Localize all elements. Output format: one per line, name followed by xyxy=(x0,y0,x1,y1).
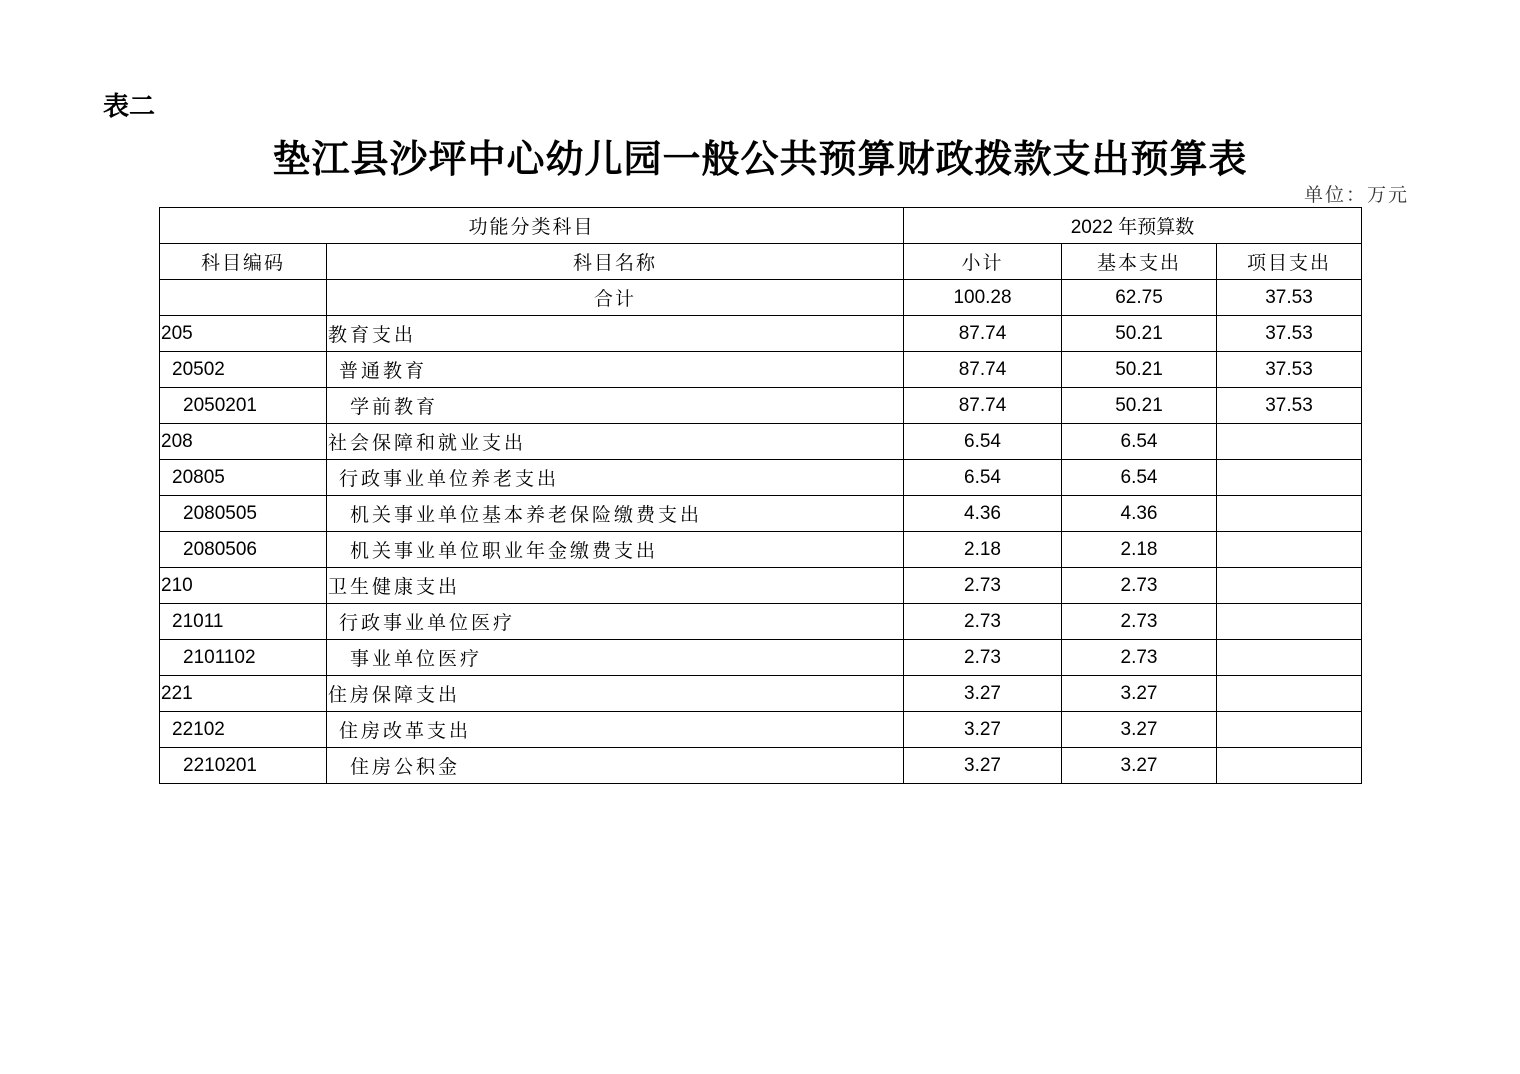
row-name: 机关事业单位职业年金缴费支出 xyxy=(327,532,904,568)
row-name: 教育支出 xyxy=(327,316,904,352)
row-name: 普通教育 xyxy=(327,352,904,388)
header-budget-year: 2022 年预算数 xyxy=(904,208,1362,244)
row-project: 37.53 xyxy=(1217,316,1362,352)
row-code: 208 xyxy=(160,424,327,460)
table-row xyxy=(160,676,1362,712)
total-label: 合计 xyxy=(327,280,904,316)
row-code: 2210201 xyxy=(160,748,327,784)
row-project xyxy=(1217,712,1362,748)
table-row xyxy=(160,424,1362,460)
row-basic: 50.21 xyxy=(1062,352,1217,388)
row-basic: 3.27 xyxy=(1062,712,1217,748)
row-project xyxy=(1217,676,1362,712)
row-subtotal: 3.27 xyxy=(904,748,1062,784)
row-basic: 6.54 xyxy=(1062,424,1217,460)
total-subtotal: 100.28 xyxy=(904,280,1062,316)
row-code: 20502 xyxy=(160,352,327,388)
row-subtotal: 2.73 xyxy=(904,604,1062,640)
table-row xyxy=(160,640,1362,676)
row-project xyxy=(1217,604,1362,640)
row-subtotal: 4.36 xyxy=(904,496,1062,532)
budget-table xyxy=(159,207,1362,784)
total-code xyxy=(160,280,327,316)
row-code: 2101102 xyxy=(160,640,327,676)
header-code: 科目编码 xyxy=(160,244,327,280)
unit-note: 单位：万元 xyxy=(1304,184,1410,206)
row-subtotal: 2.73 xyxy=(904,568,1062,604)
row-subtotal: 6.54 xyxy=(904,460,1062,496)
row-basic: 50.21 xyxy=(1062,388,1217,424)
table-row xyxy=(160,316,1362,352)
row-name: 机关事业单位基本养老保险缴费支出 xyxy=(327,496,904,532)
row-project xyxy=(1217,568,1362,604)
row-code: 2080505 xyxy=(160,496,327,532)
table-row xyxy=(160,604,1362,640)
row-code: 21011 xyxy=(160,604,327,640)
row-project xyxy=(1217,640,1362,676)
row-basic: 3.27 xyxy=(1062,676,1217,712)
table-row xyxy=(160,352,1362,388)
row-basic: 6.54 xyxy=(1062,460,1217,496)
row-code: 2050201 xyxy=(160,388,327,424)
row-subtotal: 87.74 xyxy=(904,316,1062,352)
row-project xyxy=(1217,532,1362,568)
header-subtotal: 小计 xyxy=(904,244,1062,280)
row-basic: 2.18 xyxy=(1062,532,1217,568)
table-row xyxy=(160,748,1362,784)
header-project: 项目支出 xyxy=(1217,244,1362,280)
row-subtotal: 2.73 xyxy=(904,640,1062,676)
row-subtotal: 6.54 xyxy=(904,424,1062,460)
total-row xyxy=(160,280,1362,316)
header-name: 科目名称 xyxy=(327,244,904,280)
row-code: 221 xyxy=(160,676,327,712)
total-basic: 62.75 xyxy=(1062,280,1217,316)
total-project: 37.53 xyxy=(1217,280,1362,316)
row-subtotal: 2.18 xyxy=(904,532,1062,568)
row-basic: 4.36 xyxy=(1062,496,1217,532)
row-project xyxy=(1217,424,1362,460)
row-code: 205 xyxy=(160,316,327,352)
group-header-row xyxy=(160,208,1362,244)
row-name: 住房改革支出 xyxy=(327,712,904,748)
row-project: 37.53 xyxy=(1217,388,1362,424)
row-project: 37.53 xyxy=(1217,352,1362,388)
row-name: 社会保障和就业支出 xyxy=(327,424,904,460)
table-row xyxy=(160,496,1362,532)
row-name: 卫生健康支出 xyxy=(327,568,904,604)
row-subtotal: 87.74 xyxy=(904,352,1062,388)
row-code: 20805 xyxy=(160,460,327,496)
row-code: 210 xyxy=(160,568,327,604)
row-code: 22102 xyxy=(160,712,327,748)
row-project xyxy=(1217,460,1362,496)
row-project xyxy=(1217,496,1362,532)
row-subtotal: 3.27 xyxy=(904,712,1062,748)
row-name: 住房保障支出 xyxy=(327,676,904,712)
table-row xyxy=(160,388,1362,424)
row-code: 2080506 xyxy=(160,532,327,568)
row-name: 行政事业单位养老支出 xyxy=(327,460,904,496)
row-basic: 3.27 xyxy=(1062,748,1217,784)
header-basic: 基本支出 xyxy=(1062,244,1217,280)
row-name: 学前教育 xyxy=(327,388,904,424)
table-row xyxy=(160,712,1362,748)
header-functional-category: 功能分类科目 xyxy=(160,208,904,244)
table-row xyxy=(160,532,1362,568)
row-name: 事业单位医疗 xyxy=(327,640,904,676)
row-basic: 2.73 xyxy=(1062,604,1217,640)
table-label: 表二 xyxy=(103,92,156,122)
row-basic: 2.73 xyxy=(1062,640,1217,676)
document-title: 垫江县沙坪中心幼儿园一般公共预算财政拨款支出预算表 xyxy=(272,136,1248,181)
column-header-row xyxy=(160,244,1362,280)
row-basic: 2.73 xyxy=(1062,568,1217,604)
row-project xyxy=(1217,748,1362,784)
row-name: 行政事业单位医疗 xyxy=(327,604,904,640)
row-subtotal: 87.74 xyxy=(904,388,1062,424)
row-subtotal: 3.27 xyxy=(904,676,1062,712)
row-name: 住房公积金 xyxy=(327,748,904,784)
table-row xyxy=(160,460,1362,496)
table-row xyxy=(160,568,1362,604)
row-basic: 50.21 xyxy=(1062,316,1217,352)
